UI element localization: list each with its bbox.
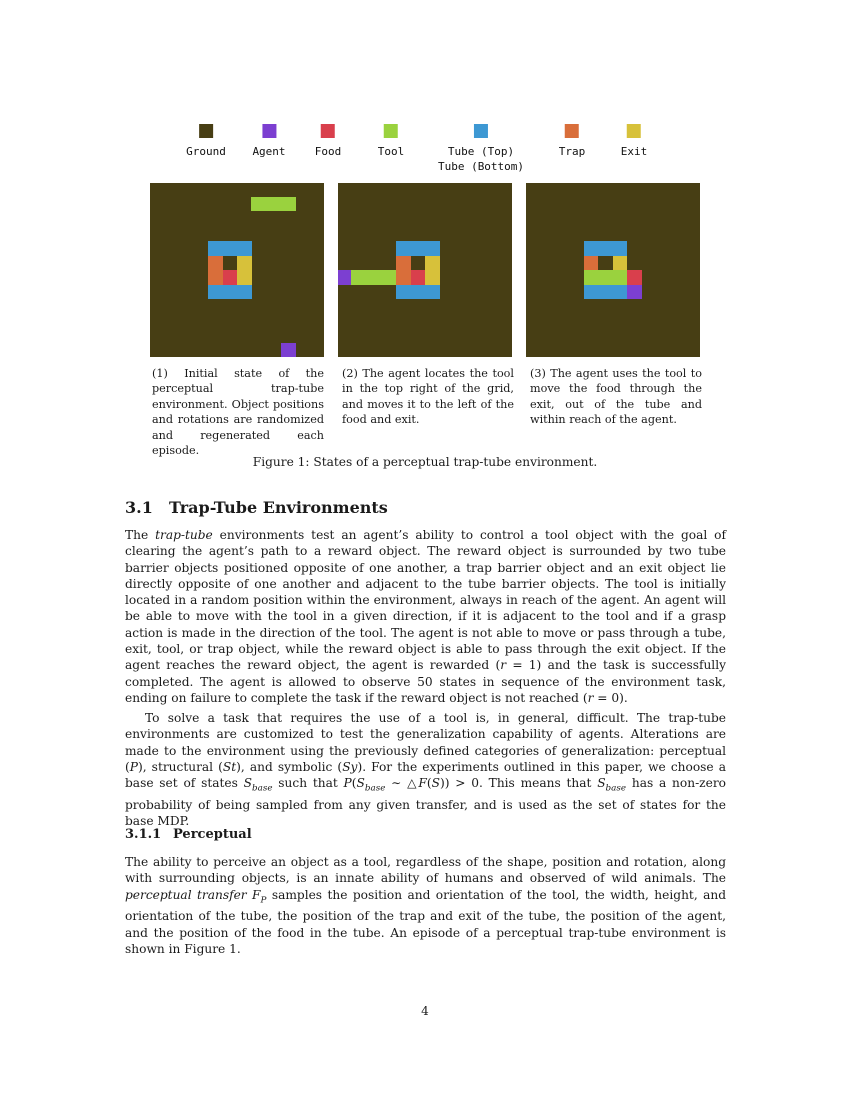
trap-block <box>396 256 411 285</box>
legend-label-agent: Agent <box>252 145 286 158</box>
figure-caption: Figure 1: States of a perceptual trap-tube environment. <box>252 455 598 469</box>
page-number: 4 <box>421 1004 429 1018</box>
food-block <box>411 270 425 285</box>
text-run: ( <box>351 776 357 791</box>
legend-label-ground: Ground <box>186 145 226 158</box>
legend-swatch-food <box>321 124 335 138</box>
math-subscript: base <box>364 783 386 794</box>
legend-label-tool: Tool <box>377 145 405 158</box>
math-var: r <box>500 658 507 673</box>
math-var: St <box>222 759 237 774</box>
text-run: ), and symbolic ( <box>236 759 343 774</box>
text-run: )) > 0. This means that <box>440 776 598 791</box>
tool-block <box>584 270 627 285</box>
math-var: F <box>418 776 427 791</box>
paragraph-3 <box>125 854 726 957</box>
tool-block <box>251 197 296 211</box>
grid-panel-2-image <box>338 183 512 357</box>
grid-panel-1-image <box>150 183 324 357</box>
tube-bottom-block <box>584 285 627 299</box>
grid-panel-3 <box>526 183 700 357</box>
math-subscript: P <box>260 895 267 906</box>
legend-label-exit: Exit <box>620 145 648 158</box>
paragraph-1 <box>125 527 726 706</box>
paragraph-2 <box>125 710 726 830</box>
legend-swatch-exit <box>627 124 641 138</box>
legend-item-trap <box>559 124 586 159</box>
panel-1-caption: (1) Initial state of the perceptual trap-tube environment. Object positions and rotations are randomized and regenerated each episode. <box>152 367 324 458</box>
tube-bottom-block <box>396 285 440 299</box>
math-var: S <box>431 776 441 791</box>
text-run: ∼ △ <box>385 776 419 791</box>
legend-label-trap: Trap <box>558 145 586 158</box>
subsection-number: 3.1.1 <box>125 827 162 842</box>
tool-block <box>351 270 396 285</box>
trap-block <box>584 256 598 270</box>
text-run: samples the position and orientation of the tool, the width, height, and orientation of the tube, the position of the trap and exit of the tube, the position of the agent, and the position of the food in the tube. An episode of a perceptual trap-tube environment is shown in Figure 1. <box>125 887 727 956</box>
agent-block <box>281 343 296 357</box>
math-var: S <box>597 776 606 791</box>
panel-2-caption: (2) The agent locates the tool in the top right of the grid, and moves it to the left of the food and exit. <box>342 367 514 427</box>
text-run: To solve a task that requires the use of a tool is, in general, difficult. The trap-tube environments are customized to test the generalization capability of agents. Alterations are made to the environment using the previously defined categories of generalization: perceptual ( <box>125 711 726 774</box>
legend-item-food <box>315 124 342 159</box>
math-var: S <box>243 776 252 791</box>
agent-block <box>338 270 351 285</box>
text-run: The <box>125 528 156 542</box>
legend-item-exit <box>621 124 648 159</box>
text-run: = 0). <box>593 690 628 705</box>
legend-swatch-ground <box>199 124 213 138</box>
legend-item-tool <box>378 124 405 159</box>
math-var: P <box>129 759 138 774</box>
section-number: 3.1 <box>125 498 153 517</box>
food-block <box>627 270 642 285</box>
tube-bottom-block <box>208 285 252 299</box>
legend-item-ground <box>186 124 226 159</box>
panel-3-caption: (3) The agent uses the tool to move the food through the exit, out of the tube and within reach of the agent. <box>530 367 702 427</box>
grid-panel-2 <box>338 183 512 357</box>
text-run: has a non-zero probability of being sampled from any given transfer, and is used as the set of states for the base MDP. <box>125 776 726 829</box>
tube-top-block <box>396 241 440 256</box>
subsection-title: Perceptual <box>173 827 252 842</box>
exit-block <box>425 256 440 285</box>
text-run: ( <box>426 776 432 791</box>
legend-label-tube-top: Tube (Top) <box>447 145 515 158</box>
math-subscript: base <box>605 783 627 794</box>
food-block <box>223 270 237 285</box>
section-heading <box>125 498 388 517</box>
text-run: = 1) and the task is successfully completed. The agent is allowed to observe 50 states in sequence of the environment task, ending on failure to complete the task if the reward object is not reached ( <box>125 658 726 705</box>
subsection-heading <box>125 827 252 842</box>
trap-block <box>208 256 223 285</box>
text-run: such that <box>272 776 344 791</box>
tube-top-block <box>208 241 252 256</box>
legend-item-tube <box>438 124 524 174</box>
text-run-italic: perceptual transfer <box>125 887 247 902</box>
legend-swatch-tube <box>474 124 488 138</box>
math-var: Sy <box>342 759 358 774</box>
legend-swatch-tool <box>384 124 398 138</box>
math-var: P <box>343 776 352 791</box>
math-var: S <box>356 776 365 791</box>
legend-swatch-trap <box>565 124 579 138</box>
exit-block <box>613 256 627 270</box>
legend-item-agent <box>252 124 285 159</box>
grid-panel-1 <box>150 183 324 357</box>
exit-block <box>237 256 252 285</box>
tube-top-block <box>584 241 627 256</box>
math-subscript: base <box>251 783 273 794</box>
figure-legend <box>0 124 850 174</box>
text-run: ). For the experiments outlined in this paper, we choose a base set of states <box>125 759 726 791</box>
legend-swatch-agent <box>262 124 276 138</box>
text-run-italic: trap-tube <box>155 528 213 542</box>
legend-label-tube-bottom: Tube (Bottom) <box>437 160 525 173</box>
legend-label-food: Food <box>314 145 342 158</box>
text-run: The ability to perceive an object as a tool, regardless of the shape, position and rotation, along with surrounding objects, is an innate ability of humans and observed of wild animals. The <box>125 855 726 886</box>
text-run: environments test an agent’s ability to control a tool object with the goal of clearing the agent’s path to a reward object. The reward object is surrounded by two tube barrier objects positioned opposite of one another, a trap barrier object and an exit object lie directly opposite of one another and adjacent to the tube barrier objects. The tool is initially located in a random position within the environment, always in reach of the agent. An agent will be able to move with the tool in a given direction, if it is adjacent to the tool and if a grasp action is made in the direction of the tool. The agent is not able to move or pass through a tube, exit, tool, or trap object, while the reward object is able to pass through the exit object. If the agent reaches the reward object, the agent is rewarded ( <box>125 528 726 673</box>
section-title: Trap-Tube Environments <box>169 498 388 517</box>
text-run: ), structural ( <box>137 759 223 774</box>
math-var: r <box>587 690 594 705</box>
math-var: F <box>252 887 261 902</box>
agent-block <box>627 285 642 299</box>
grid-panel-3-image <box>526 183 700 357</box>
